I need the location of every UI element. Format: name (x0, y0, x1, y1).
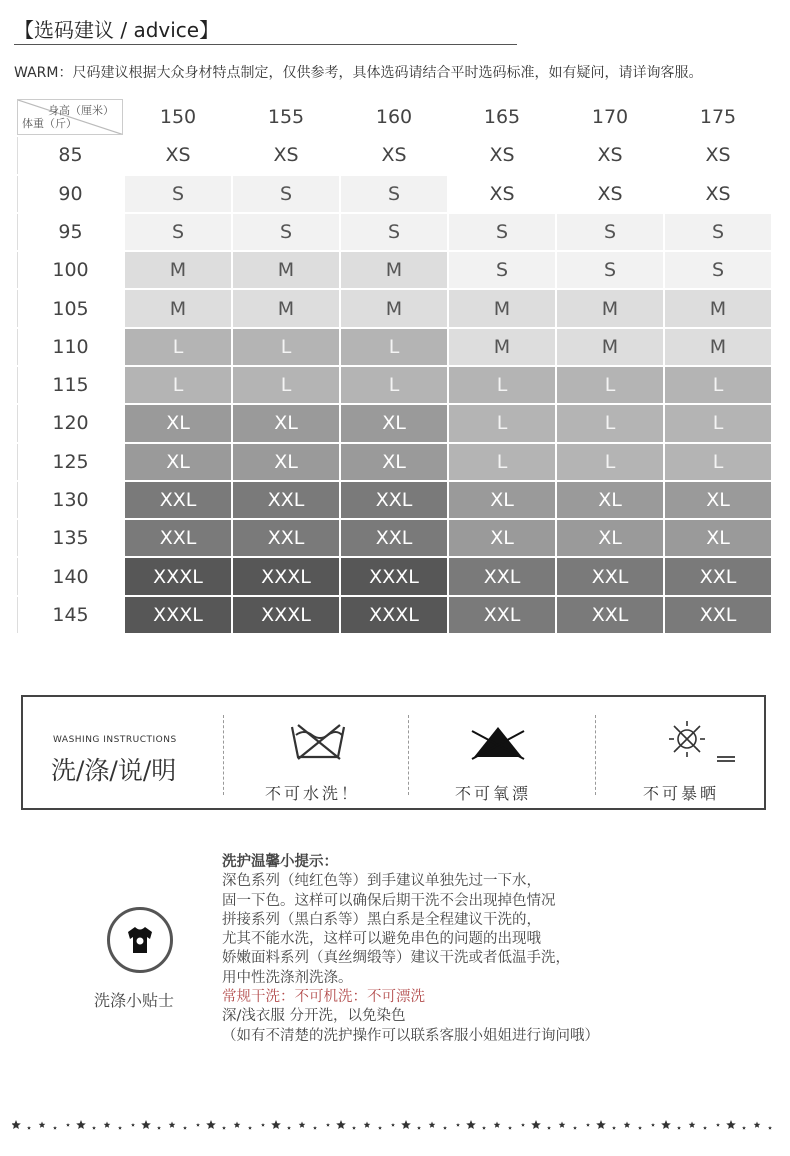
size-cell: XXL (665, 597, 771, 633)
star-mark (596, 1120, 606, 1129)
size-cell: XXL (557, 558, 663, 594)
star-mark (661, 1120, 671, 1129)
star-mark (726, 1120, 736, 1129)
size-cell: XXXL (233, 597, 339, 633)
tips-line: （如有不清楚的洗护操作可以联系客服小姐姐进行询问哦） (222, 1027, 599, 1044)
star-mark (261, 1123, 265, 1127)
size-cell: XS (233, 137, 339, 173)
star-mark (466, 1120, 476, 1129)
star-mark (336, 1120, 346, 1129)
star-mark (326, 1123, 330, 1127)
tips-line: 娇嫩面料系列（真丝绸缎等）建议干洗或者低温手洗， (222, 950, 570, 967)
star-mark (573, 1126, 577, 1130)
size-cell: XS (665, 137, 771, 173)
title-underline (14, 44, 517, 45)
size-cell: XL (557, 520, 663, 556)
size-cell: XS (665, 176, 771, 212)
star-mark (364, 1122, 371, 1128)
warm-notice: WARM：尺码建议根据大众身材特点制定，仅供参考，具体选码请结合平时选码标准，如有疑问，请详询客服。 (14, 65, 703, 81)
size-cell: XL (341, 405, 447, 441)
star-mark (66, 1123, 70, 1127)
size-cell: XXL (233, 520, 339, 556)
size-cell: S (557, 214, 663, 250)
weight-cell: 130 (17, 482, 123, 518)
care-tips-block (222, 853, 599, 1046)
section-title: 【选码建议 / advice】 (14, 18, 220, 42)
size-cell: XXXL (125, 558, 231, 594)
star-mark (768, 1126, 772, 1130)
size-cell: XL (665, 520, 771, 556)
size-cell: XS (557, 176, 663, 212)
table-row (17, 558, 771, 594)
size-cell: L (233, 367, 339, 403)
weight-cell: 85 (17, 137, 123, 173)
size-cell: S (665, 252, 771, 288)
tips-line: 深/浅衣服 分开洗，以免染色 (222, 1008, 406, 1025)
tips-line: 拼接系列（黑白系等）黑白系是全程建议干洗的， (222, 911, 541, 928)
size-cell: XXL (449, 597, 555, 633)
no-bleach-label: 不可氧漂 (455, 784, 532, 803)
star-mark (508, 1126, 512, 1130)
size-cell: XL (125, 444, 231, 480)
size-cell: L (665, 367, 771, 403)
size-cell: M (557, 290, 663, 326)
height-header-cell: 155 (233, 99, 339, 135)
star-mark (352, 1126, 356, 1130)
size-cell: M (125, 290, 231, 326)
table-row (17, 520, 771, 556)
weight-cell: 145 (17, 597, 123, 633)
height-header-cell: 150 (125, 99, 231, 135)
washing-title-en: WASHING INSTRUCTIONS (53, 735, 177, 745)
star-mark (141, 1120, 151, 1129)
tips-line: 尤其不能水洗，这样可以避免串色的问题的出现哦 (222, 931, 541, 948)
corner-height-label: 身高（厘米） (48, 104, 114, 117)
star-mark (677, 1126, 681, 1130)
size-cell: XXXL (341, 558, 447, 594)
star-mark (131, 1123, 135, 1127)
tips-line: 用中性洗涤剂洗涤。 (222, 969, 353, 986)
star-mark (206, 1120, 216, 1129)
size-cell: XL (341, 444, 447, 480)
size-cell: XL (233, 405, 339, 441)
star-mark (716, 1123, 720, 1127)
weight-cell: 115 (17, 367, 123, 403)
size-cell: M (233, 290, 339, 326)
table-row (17, 290, 771, 326)
weight-cell: 100 (17, 252, 123, 288)
weight-cell: 135 (17, 520, 123, 556)
tshirt-icon (125, 924, 155, 956)
star-mark (234, 1122, 241, 1128)
size-cell: XXL (125, 482, 231, 518)
star-mark (222, 1126, 226, 1130)
size-cell: XL (557, 482, 663, 518)
tips-icon-circle (107, 907, 173, 973)
size-cell: S (233, 176, 339, 212)
size-cell: XL (125, 405, 231, 441)
star-mark (196, 1123, 200, 1127)
star-divider (12, 1116, 782, 1136)
size-cell: M (557, 329, 663, 365)
size-cell: XXL (341, 520, 447, 556)
star-mark (482, 1126, 486, 1130)
dashed-divider (408, 715, 409, 795)
star-mark (559, 1122, 566, 1128)
table-row (17, 176, 771, 212)
size-cell: XL (449, 482, 555, 518)
tips-label: 洗涤小贴士 (94, 991, 175, 1010)
size-cell: XL (665, 482, 771, 518)
star-mark (703, 1126, 707, 1130)
corner-weight-label: 体重（斤） (22, 117, 77, 131)
size-cell: XXL (341, 482, 447, 518)
star-mark (287, 1126, 291, 1130)
size-cell: M (341, 252, 447, 288)
table-row (17, 329, 771, 365)
star-mark (531, 1120, 541, 1129)
size-cell: M (233, 252, 339, 288)
tips-line: 固一下色。这样可以确保后期干洗不会出现掉色情况 (222, 892, 556, 909)
star-mark (521, 1123, 525, 1127)
star-mark (651, 1123, 655, 1127)
size-cell: XS (449, 176, 555, 212)
size-cell: XXL (449, 558, 555, 594)
weight-cell: 140 (17, 558, 123, 594)
star-mark (417, 1126, 421, 1130)
size-cell: M (125, 252, 231, 288)
size-cell: M (449, 329, 555, 365)
size-cell: XS (449, 137, 555, 173)
size-cell: L (233, 329, 339, 365)
table-row (17, 367, 771, 403)
size-cell: L (341, 329, 447, 365)
no-sun-dry-label: 不可暴晒 (643, 784, 720, 803)
weight-cell: 90 (17, 176, 123, 212)
table-header-row (17, 99, 771, 135)
size-cell: M (665, 329, 771, 365)
size-cell: XL (233, 444, 339, 480)
tips-title: 洗护温馨小提示： (222, 854, 338, 870)
size-cell: L (449, 405, 555, 441)
star-mark (53, 1126, 57, 1130)
size-cell: S (665, 214, 771, 250)
star-mark (612, 1126, 616, 1130)
size-chart-table (15, 97, 773, 635)
table-row (17, 137, 771, 173)
size-cell: S (233, 214, 339, 250)
weight-cell: 120 (17, 405, 123, 441)
star-mark (378, 1126, 382, 1130)
table-row (17, 214, 771, 250)
star-mark (169, 1122, 176, 1128)
star-mark (586, 1123, 590, 1127)
star-mark (754, 1122, 761, 1128)
size-cell: L (665, 444, 771, 480)
star-mark (39, 1122, 46, 1128)
star-mark (742, 1126, 746, 1130)
size-cell: XL (449, 520, 555, 556)
size-cell: XXL (557, 597, 663, 633)
size-cell: S (449, 214, 555, 250)
star-mark (456, 1123, 460, 1127)
size-cell: XS (125, 137, 231, 173)
size-cell: XS (557, 137, 663, 173)
table-row (17, 252, 771, 288)
table-corner-cell (17, 99, 123, 135)
size-cell: L (449, 444, 555, 480)
size-cell: S (341, 214, 447, 250)
weight-cell: 110 (17, 329, 123, 365)
table-row (17, 444, 771, 480)
size-cell: XXL (233, 482, 339, 518)
weight-cell: 125 (17, 444, 123, 480)
washing-title-cn: 洗/涤/说/明 (51, 756, 177, 785)
dashed-divider (595, 715, 596, 795)
star-mark (12, 1120, 21, 1129)
size-cell: L (557, 367, 663, 403)
star-mark (429, 1122, 436, 1128)
star-mark (443, 1126, 447, 1130)
size-cell: S (341, 176, 447, 212)
size-cell: L (341, 367, 447, 403)
no-bleach-icon (468, 723, 528, 763)
size-cell: S (125, 214, 231, 250)
star-mark (313, 1126, 317, 1130)
star-mark (689, 1122, 696, 1128)
size-cell: S (125, 176, 231, 212)
size-cell: XXXL (233, 558, 339, 594)
size-cell: M (665, 290, 771, 326)
star-mark (391, 1123, 395, 1127)
height-header-cell: 170 (557, 99, 663, 135)
star-mark (638, 1126, 642, 1130)
star-mark (494, 1122, 501, 1128)
no-wash-label: 不可水洗！ (265, 784, 361, 803)
height-header-cell: 175 (665, 99, 771, 135)
no-wash-icon (288, 719, 348, 763)
size-cell: XXXL (125, 597, 231, 633)
table-row (17, 405, 771, 441)
tips-warning-line: 常规干洗：不可机洗：不可漂洗 (222, 989, 425, 1006)
star-mark (183, 1126, 187, 1130)
washing-instructions-panel (21, 695, 766, 810)
size-cell: XXXL (341, 597, 447, 633)
star-mark (624, 1122, 631, 1128)
weight-cell: 105 (17, 290, 123, 326)
star-mark (104, 1122, 111, 1128)
size-cell: S (557, 252, 663, 288)
size-cell: XS (341, 137, 447, 173)
star-mark (547, 1126, 551, 1130)
size-cell: M (341, 290, 447, 326)
star-mark (299, 1122, 306, 1128)
size-cell: S (449, 252, 555, 288)
size-cell: L (125, 367, 231, 403)
no-sun-dry-icon (665, 717, 737, 767)
star-mark (27, 1126, 31, 1130)
height-header-cell: 165 (449, 99, 555, 135)
tips-line: 深色系列（纯红色等）到手建议单独先过一下水， (222, 873, 541, 890)
star-mark (248, 1126, 252, 1130)
table-row (17, 597, 771, 633)
table-row (17, 482, 771, 518)
height-header-cell: 160 (341, 99, 447, 135)
size-cell: L (125, 329, 231, 365)
star-mark (76, 1120, 86, 1129)
size-cell: XXL (665, 558, 771, 594)
weight-cell: 95 (17, 214, 123, 250)
size-cell: L (557, 444, 663, 480)
dashed-divider (223, 715, 224, 795)
star-mark (92, 1126, 96, 1130)
star-mark (157, 1126, 161, 1130)
star-mark (118, 1126, 122, 1130)
size-cell: XXL (125, 520, 231, 556)
size-cell: L (557, 405, 663, 441)
size-cell: L (665, 405, 771, 441)
size-cell: M (449, 290, 555, 326)
star-mark (271, 1120, 281, 1129)
star-mark (401, 1120, 411, 1129)
size-cell: L (449, 367, 555, 403)
